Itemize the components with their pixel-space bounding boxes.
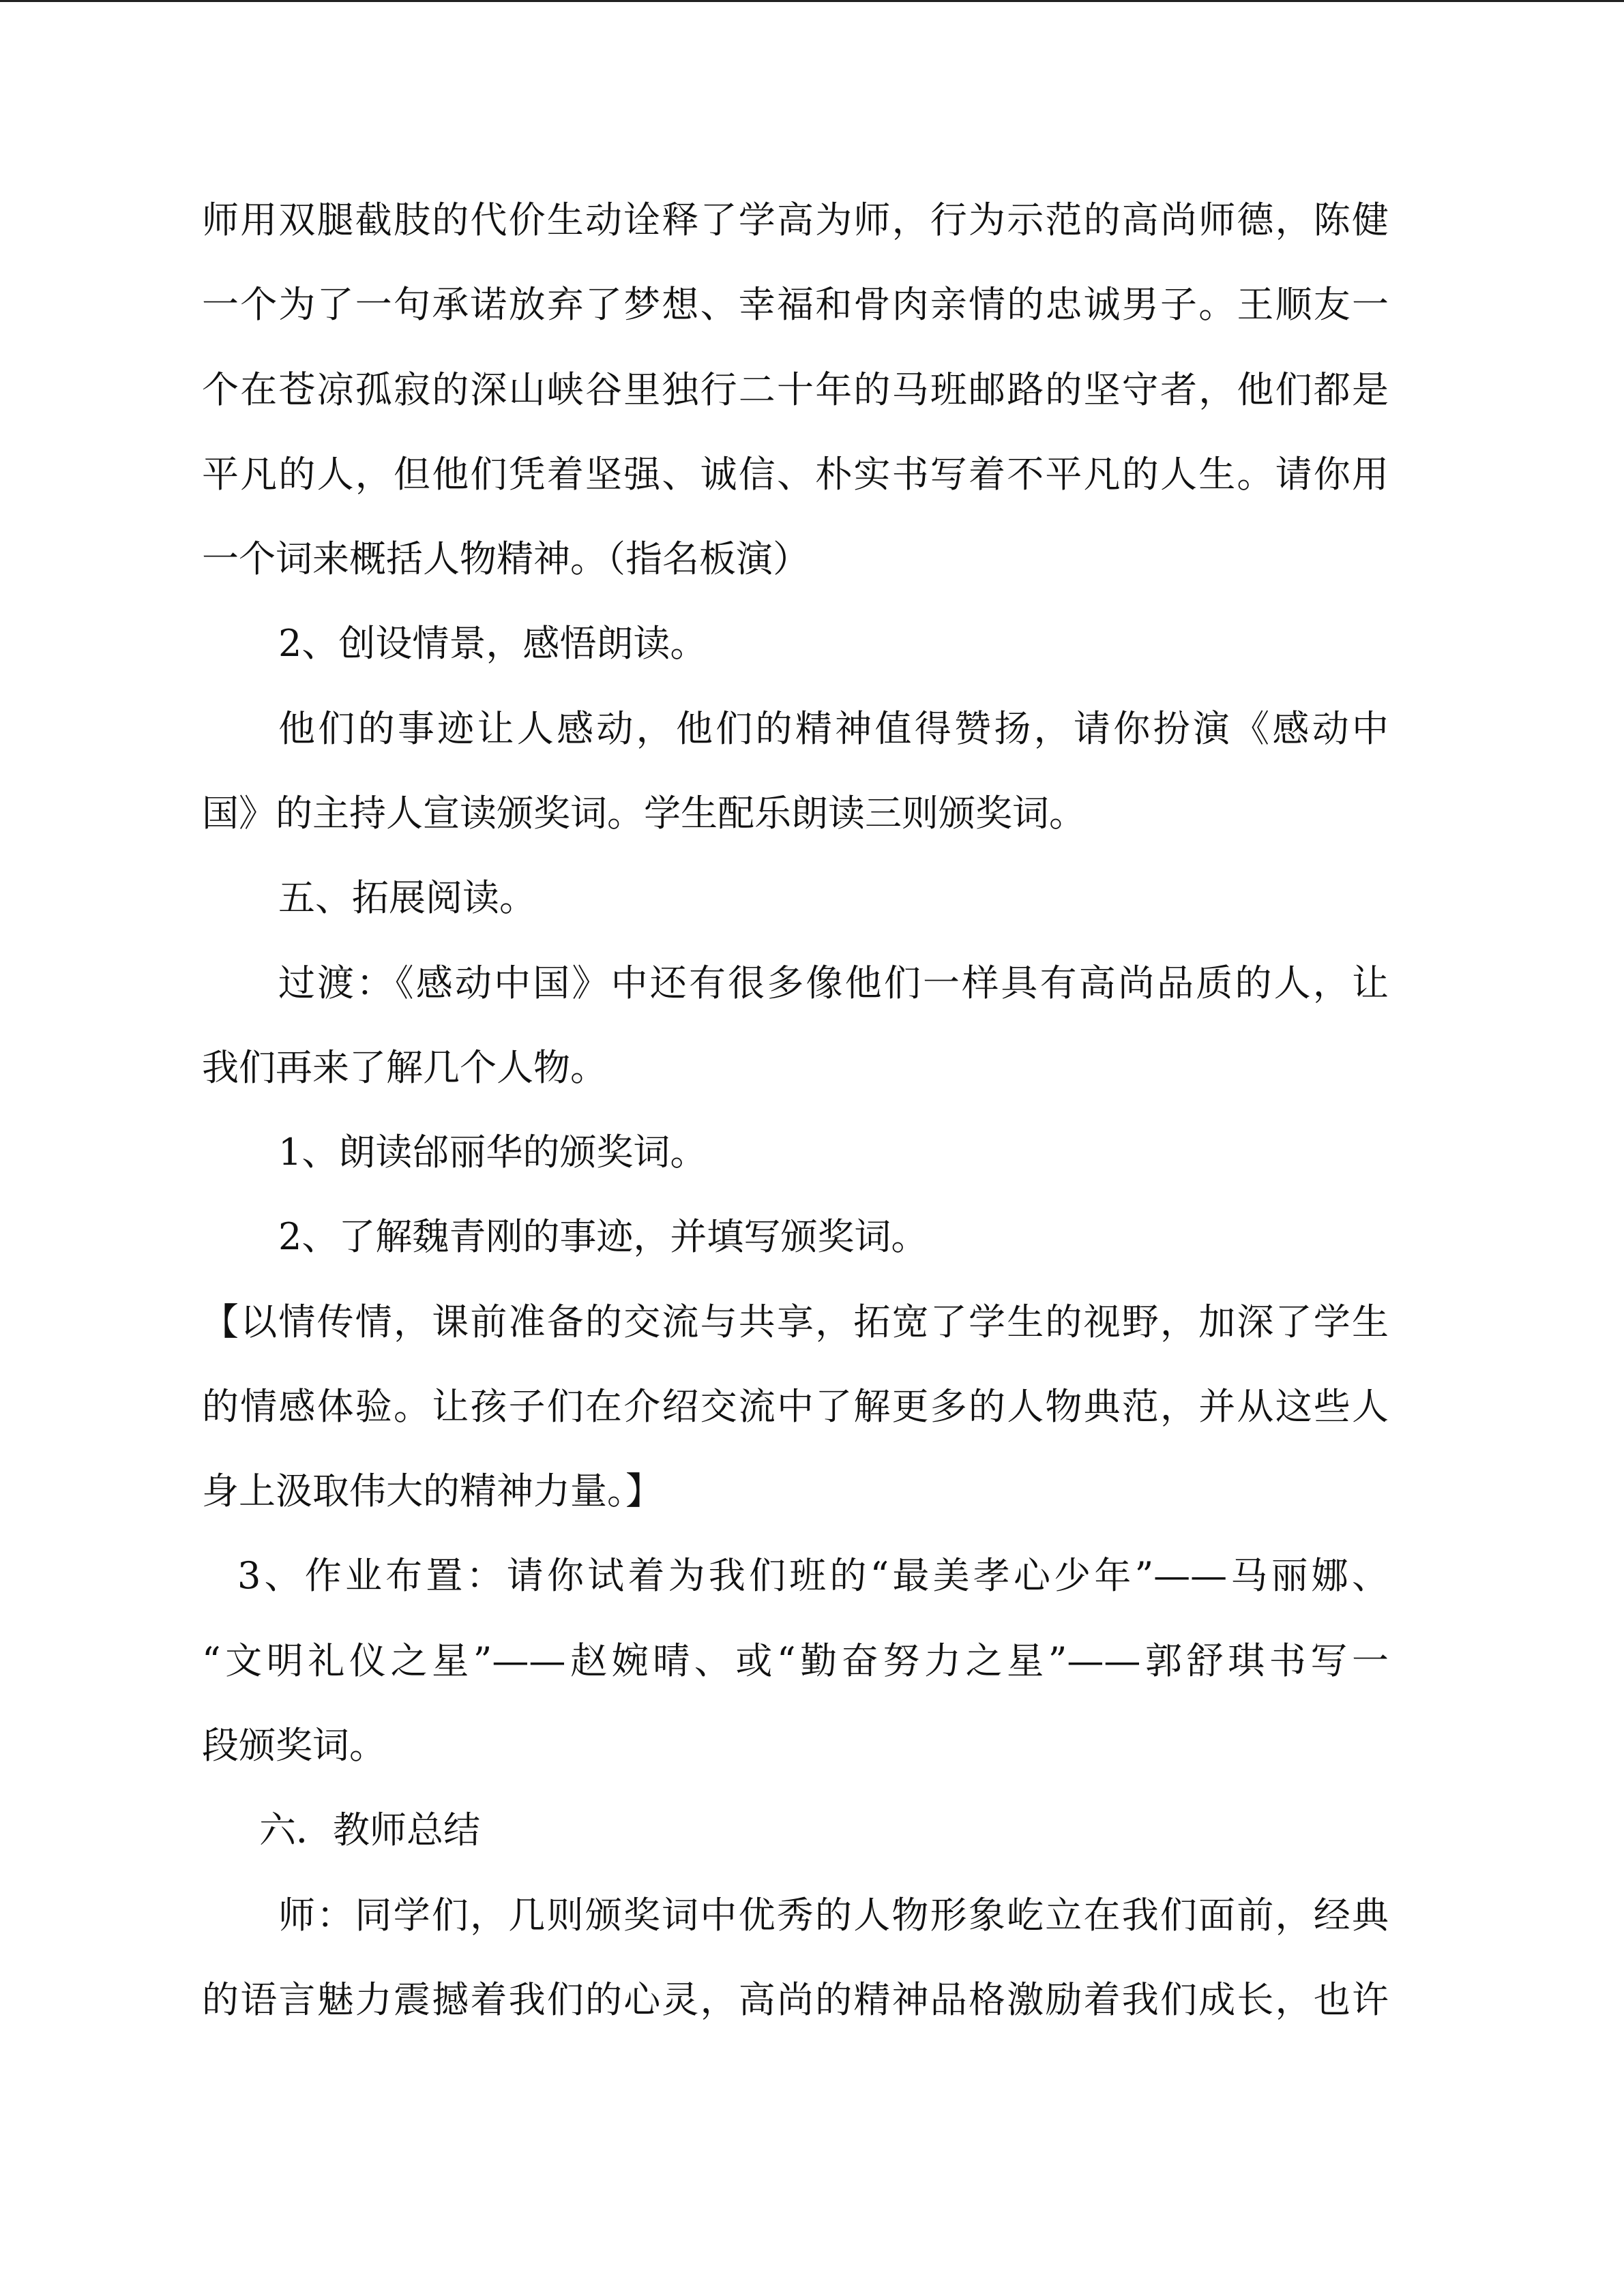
- section-heading-5: 五、拓展阅读。: [278, 876, 536, 919]
- text-line-2: 一个为了一句承诺放弃了梦想、幸福和骨肉亲情的忠诚男子。王顺友一: [202, 283, 1389, 326]
- homework-line-3: 段颁奖词。: [202, 1724, 386, 1767]
- list-item-1: 1、朗读邰丽华的颁奖词。: [278, 1131, 707, 1174]
- homework-line-2: “文明礼仪之星”——赵婉晴、或“勤奋努力之星”——郭舒琪书写一: [202, 1639, 1389, 1682]
- list-item-2: 2、了解魏青刚的事迹，并填写颁奖词。: [278, 1215, 928, 1258]
- top-border-line: [0, 0, 1624, 2]
- summary-line-2: 的语言魅力震撼着我们的心灵，高尚的精神品格激励着我们成长，也许: [202, 1978, 1389, 2021]
- text-line-10: 过渡：《感动中国》中还有很多像他们一样具有高尚品质的人，让: [278, 961, 1389, 1004]
- text-line-3: 个在苍凉孤寂的深山峡谷里独行二十年的马班邮路的坚守者，他们都是: [202, 368, 1389, 411]
- summary-line-1: 师：同学们，几则颁奖词中优秀的人物形象屹立在我们面前，经典: [278, 1894, 1389, 1937]
- homework-line-1: 3、作业布置：请你试着为我们班的“最美孝心少年”——马丽娜、: [237, 1554, 1389, 1597]
- text-line-8: 国》的主持人宣读颁奖词。学生配乐朗读三则颁奖词。: [202, 792, 1086, 835]
- section-heading-2: 2、创设情景，感悟朗读。: [278, 622, 707, 665]
- section-heading-6: 六．教师总结: [259, 1808, 480, 1851]
- text-line-11: 我们再来了解几个人物。: [202, 1046, 607, 1089]
- commentary-line-3: 身上汲取伟大的精神力量。】: [202, 1470, 662, 1512]
- text-line-1: 师用双腿截肢的代价生动诠释了学高为师，行为示范的高尚师德，陈健: [202, 198, 1389, 241]
- text-line-7: 他们的事迹让人感动，他们的精神值得赞扬，请你扮演《感动中: [278, 707, 1389, 750]
- commentary-line-2: 的情感体验。让孩子们在介绍交流中了解更多的人物典范，并从这些人: [202, 1385, 1389, 1428]
- commentary-line-1: 【以情传情，课前准备的交流与共享，拓宽了学生的视野，加深了学生: [202, 1300, 1389, 1343]
- text-line-4: 平凡的人，但他们凭着坚强、诚信、朴实书写着不平凡的人生。请你用: [202, 453, 1389, 496]
- text-line-5: 一个词来概括人物精神。（指名板演）: [202, 537, 810, 580]
